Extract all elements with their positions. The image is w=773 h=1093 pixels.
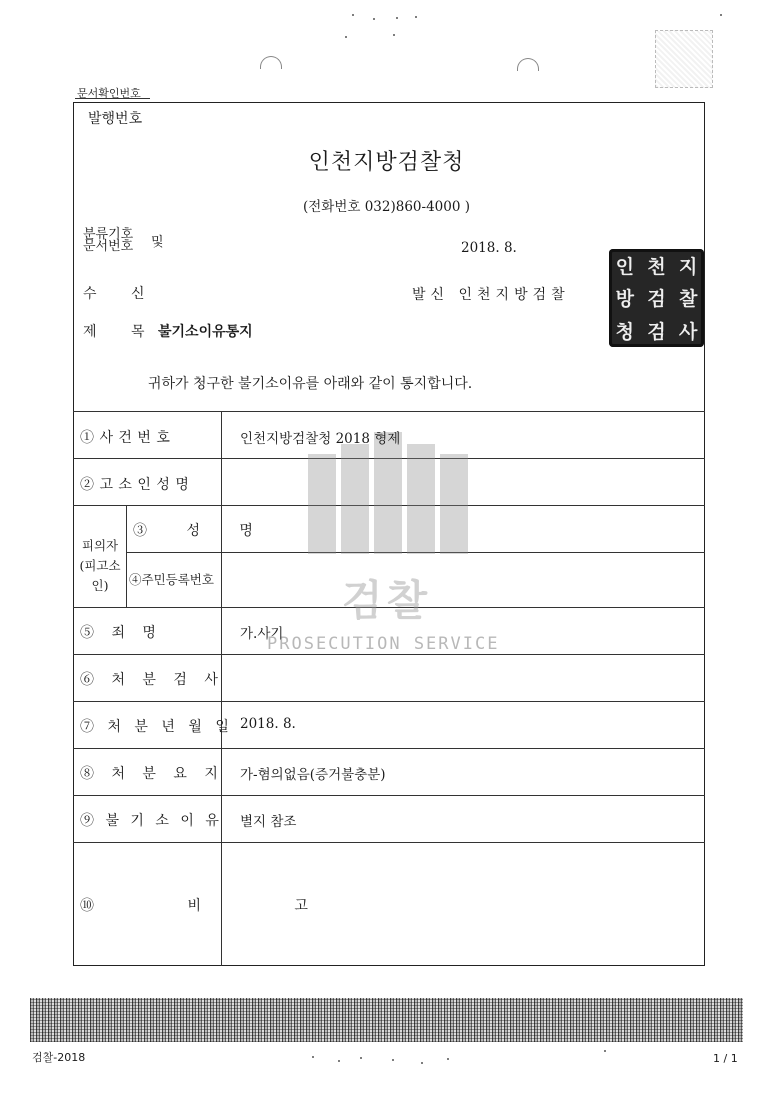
table-line [73,701,705,702]
scan-speck [345,36,347,38]
organization-title: 인천지방검찰청 [308,150,465,175]
watermark-korean: 검찰 [341,576,432,625]
classification-and: 및 [151,235,164,250]
subject-value: 불기소이유통지 [158,324,253,340]
scan-speck [720,14,722,16]
scan-speck [360,1057,362,1059]
seal-character: 청 [615,321,634,344]
document-number-label: 문서번호 [83,239,134,254]
scan-speck [392,1059,394,1061]
table-line [73,411,705,412]
document-date: 2018. 8. [461,240,517,256]
accused-label: (피고소인) [79,558,121,593]
remarks-label-text: ⑩ 비 고 [80,898,309,914]
phone-number: (전화번호 032)860-4000 ) [303,199,470,215]
table-line [73,654,705,655]
suspect-label: 피의자 [81,538,119,553]
suspect-group-label [74,536,126,596]
table-line [221,411,222,966]
punch-hole-mark [260,56,282,69]
document-check-number-label: 문서확인번호 [77,87,141,100]
offense-value: 가.사기 [240,626,284,642]
scan-speck [338,1060,340,1062]
scan-speck [447,1058,449,1060]
complainant-name-label: ② 고 소 인 성 명 [80,477,190,493]
punch-hole-mark [517,58,539,71]
scan-speck [421,1062,423,1064]
intro-sentence: 귀하가 청구한 불기소이유를 아래와 같이 통지합니다. [148,376,473,392]
seal-character: 지 [678,255,698,278]
scan-speck [352,14,354,16]
prosecution-emblem-watermark [308,432,468,554]
scan-speck [393,34,395,36]
redacted-barcode-strip [30,998,743,1042]
offense-label [80,622,156,642]
faint-stamp-mark [655,30,713,88]
case-number-label-text: ① 사 건 번 호 [80,430,171,446]
seal-character: 찰 [678,288,698,311]
scan-speck [415,16,417,18]
scan-speck [396,17,398,19]
offense-label-text: ⑤ 죄 명 [80,625,157,641]
disposing-prosecutor-label: ⑥ 처 분 검 사 [80,672,219,688]
sender-name: 발신 인천지방검찰 [412,287,570,303]
suspect-name-label-text: ③ 성 명 [133,523,254,539]
disposition-summary-value: 가-혐의없음(증거불충분) [240,767,386,783]
footer-page-number: 1 / 1 [713,1052,738,1065]
classification-code-label: 분류기호 [83,227,134,242]
scan-speck [312,1056,314,1058]
case-number-value: 인천지방검찰청 2018 형제 [240,431,401,447]
scan-speck [373,18,375,20]
footer-document-code: 검찰-2018 [32,1051,86,1064]
seal-character: 검 [647,288,666,311]
seal-character: 천 [647,255,666,278]
remarks-label [80,895,308,915]
subject-label: 제 목 [83,324,145,340]
official-seal [609,249,704,347]
watermark-english: PROSECUTION SERVICE [267,634,500,654]
table-line [73,748,705,749]
seal-character: 사 [678,321,698,344]
suspect-name-label [133,520,254,540]
non-prosecution-reason-label: ⑨ 불 기 소 이 유 [80,813,220,829]
disposition-date-label: ⑦ 처 분 년 월 일 [80,719,230,735]
seal-character: 인 [615,255,634,278]
disposition-date-value: 2018. 8. [240,716,296,732]
resident-registration-number-label: ④주민등록번호 [129,572,214,587]
classification-label [83,229,133,253]
disposition-summary-label: ⑧ 처 분 요 지 [80,766,219,782]
recipient-label: 수 신 [83,286,145,302]
scan-speck [604,1050,606,1052]
divider [75,98,150,99]
issue-number-label: 발행번호 [88,111,143,127]
non-prosecution-reason-value: 별지 참조 [240,814,297,830]
case-number-label [80,427,213,447]
seal-character: 검 [647,321,666,344]
table-line [73,842,705,843]
table-line [73,795,705,796]
seal-character: 방 [615,288,634,311]
